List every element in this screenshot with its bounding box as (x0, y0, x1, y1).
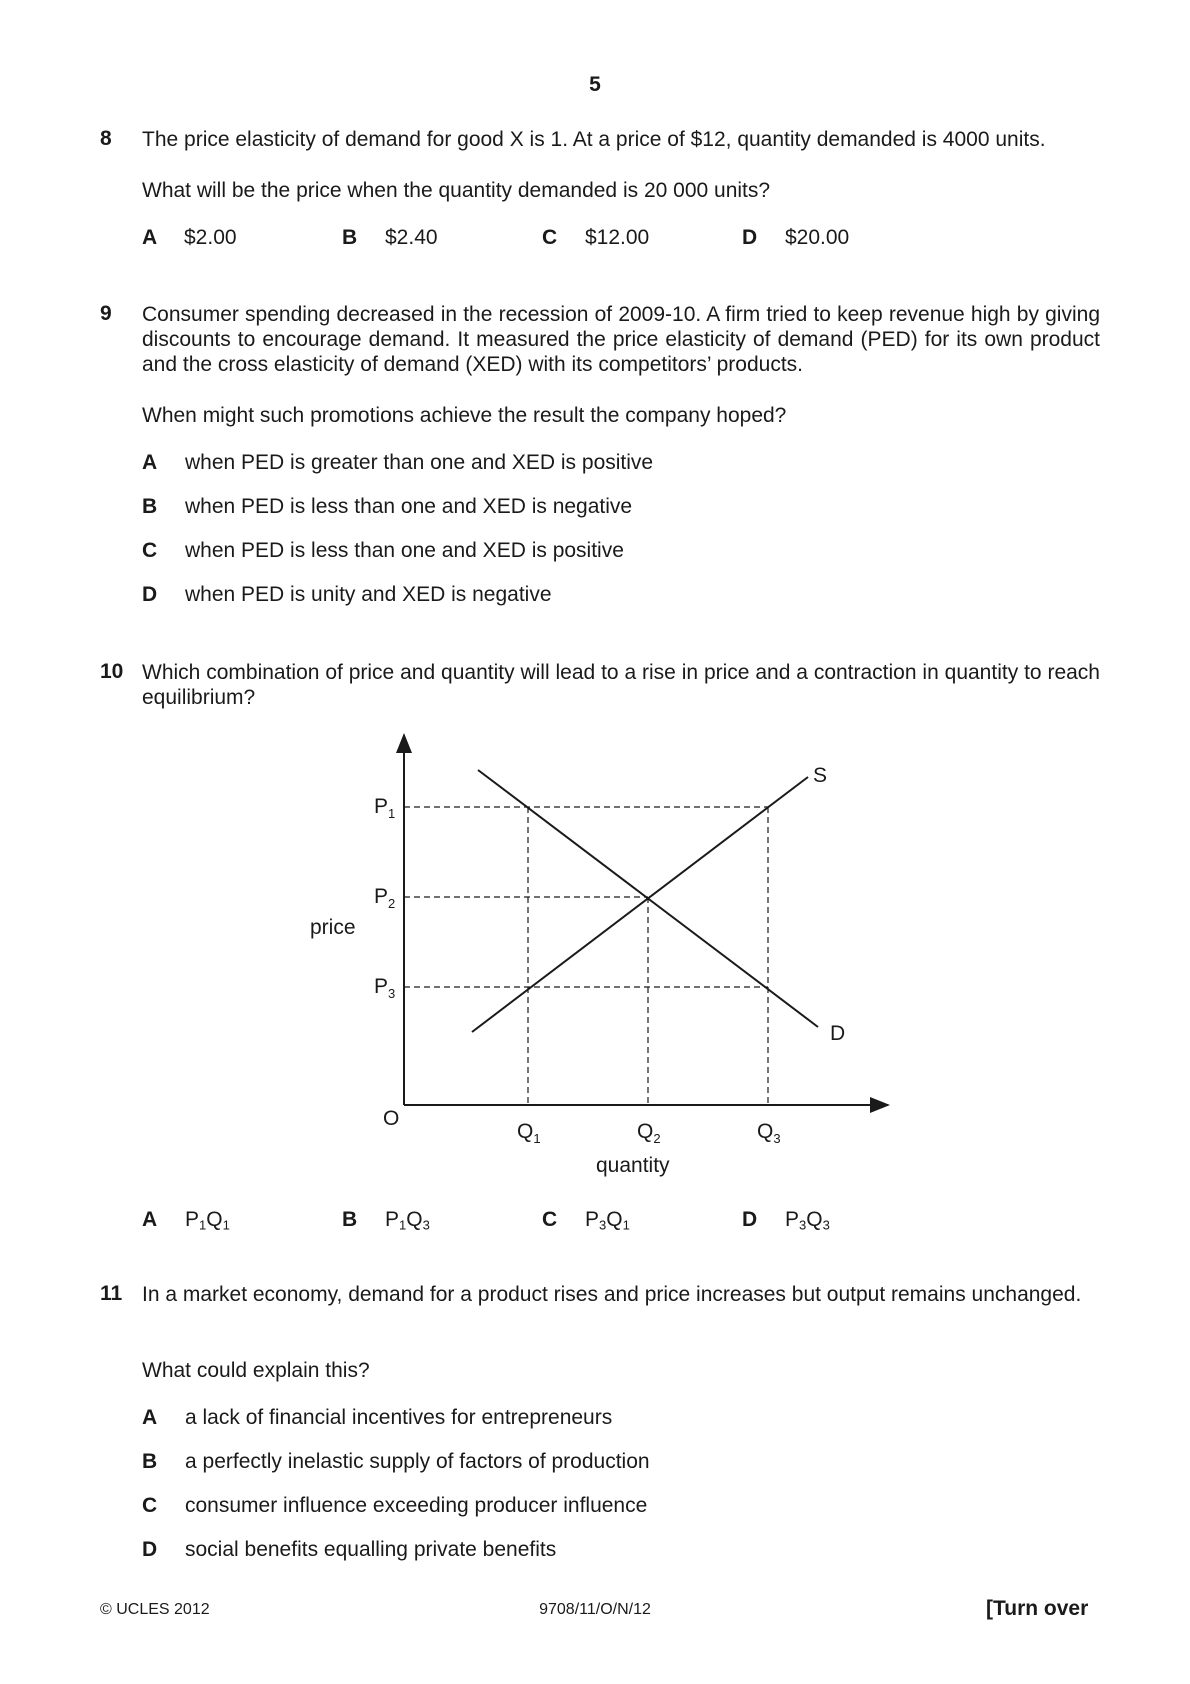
q11-option-a[interactable] (142, 1406, 613, 1430)
demand-label: D (830, 1022, 846, 1045)
option-letter: A (142, 1406, 158, 1429)
option-text: $P_1Q_1$ (185, 1208, 230, 1233)
question-8-number: 8 (100, 127, 112, 150)
option-text: a perfectly inelastic supply of factors of production (185, 1450, 650, 1473)
q10-option-d[interactable] (742, 1208, 830, 1233)
option-letter: B (342, 1208, 358, 1231)
option-text: $20.00 (785, 226, 850, 249)
option-letter: A (142, 226, 158, 249)
option-letter: B (142, 495, 158, 518)
p2-label: $P_2$ (374, 885, 396, 911)
option-letter: B (142, 1450, 158, 1473)
q2-label: $Q_2$ (637, 1120, 661, 1146)
question-8-prompt: What will be the price when the quantity demanded is 20 000 units? (142, 179, 771, 202)
option-letter: D (142, 583, 158, 606)
option-text: $P_1Q_3$ (385, 1208, 430, 1233)
option-letter: D (142, 1538, 158, 1561)
option-letter: C (142, 539, 158, 562)
option-letter: A (142, 451, 158, 474)
option-text: when PED is greater than one and XED is positive (185, 451, 654, 474)
footer-code: 9708/11/O/N/12 (539, 1601, 651, 1618)
q11-option-d[interactable] (142, 1538, 557, 1562)
option-letter: C (142, 1494, 158, 1517)
option-text: $2.00 (184, 226, 237, 249)
supply-curve (472, 777, 808, 1032)
option-text: when PED is less than one and XED is positive (185, 539, 624, 562)
footer-copyright: © UCLES 2012 (100, 1601, 210, 1618)
option-text: $2.40 (385, 226, 438, 249)
supply-label: S (813, 764, 828, 787)
question-11-text: In a market economy, demand for a product rises and price increases but output remains unchanged. (142, 1283, 1082, 1306)
q10-option-a[interactable] (142, 1208, 230, 1233)
y-axis-label: price (310, 916, 356, 939)
page-number: 5 (589, 73, 601, 96)
option-letter: A (142, 1208, 158, 1231)
option-text: $P_3Q_1$ (585, 1208, 630, 1233)
question-9-prompt: When might such promotions achieve the result the company hoped? (142, 404, 787, 427)
question-10-number: 10 (100, 660, 124, 683)
q10-option-b[interactable] (342, 1208, 430, 1233)
question-10-text: Which combination of price and quantity will lead to a rise in price and a contraction in quantity to reach equilibrium? (142, 661, 1100, 709)
p3-label: $P_3$ (374, 975, 396, 1001)
question-8-text: The price elasticity of demand for good X is 1. At a price of $12, quantity demanded is 4000 units. (142, 128, 1046, 151)
option-text: a lack of financial incentives for entrepreneurs (185, 1406, 613, 1429)
option-text: consumer influence exceeding producer influence (185, 1494, 648, 1517)
origin-label: O (383, 1107, 400, 1130)
turn-over-label: [Turn over (986, 1597, 1089, 1620)
q10-option-c[interactable] (542, 1208, 630, 1233)
question-9-text: Consumer spending decreased in the recession of 2009-10. A firm tried to keep revenue high by giving discounts to encourage demand. It measured the price elasticity of demand (PED) for its own product and the cross elasticity of demand (XED) with its competitors’ products. (142, 303, 1100, 376)
option-letter: B (342, 226, 358, 249)
question-9-number: 9 (100, 302, 112, 325)
option-text: when PED is unity and XED is negative (185, 583, 552, 606)
option-text: $12.00 (585, 226, 650, 249)
q3-label: $Q_3$ (757, 1120, 781, 1146)
question-11-number: 11 (100, 1282, 123, 1305)
x-axis-label: quantity (596, 1154, 670, 1177)
option-letter: C (542, 1208, 558, 1231)
option-text: social benefits equalling private benefits (185, 1538, 557, 1561)
option-letter: C (542, 226, 558, 249)
q11-option-c[interactable] (142, 1494, 648, 1518)
question-11-prompt: What could explain this? (142, 1359, 370, 1382)
q11-option-b[interactable] (142, 1450, 650, 1474)
q1-label: $Q_1$ (517, 1120, 541, 1146)
option-letter: D (742, 226, 758, 249)
option-text: $P_3Q_3$ (785, 1208, 830, 1233)
option-text: when PED is less than one and XED is negative (185, 495, 633, 518)
option-letter: D (742, 1208, 758, 1231)
p1-label: $P_1$ (374, 795, 396, 821)
